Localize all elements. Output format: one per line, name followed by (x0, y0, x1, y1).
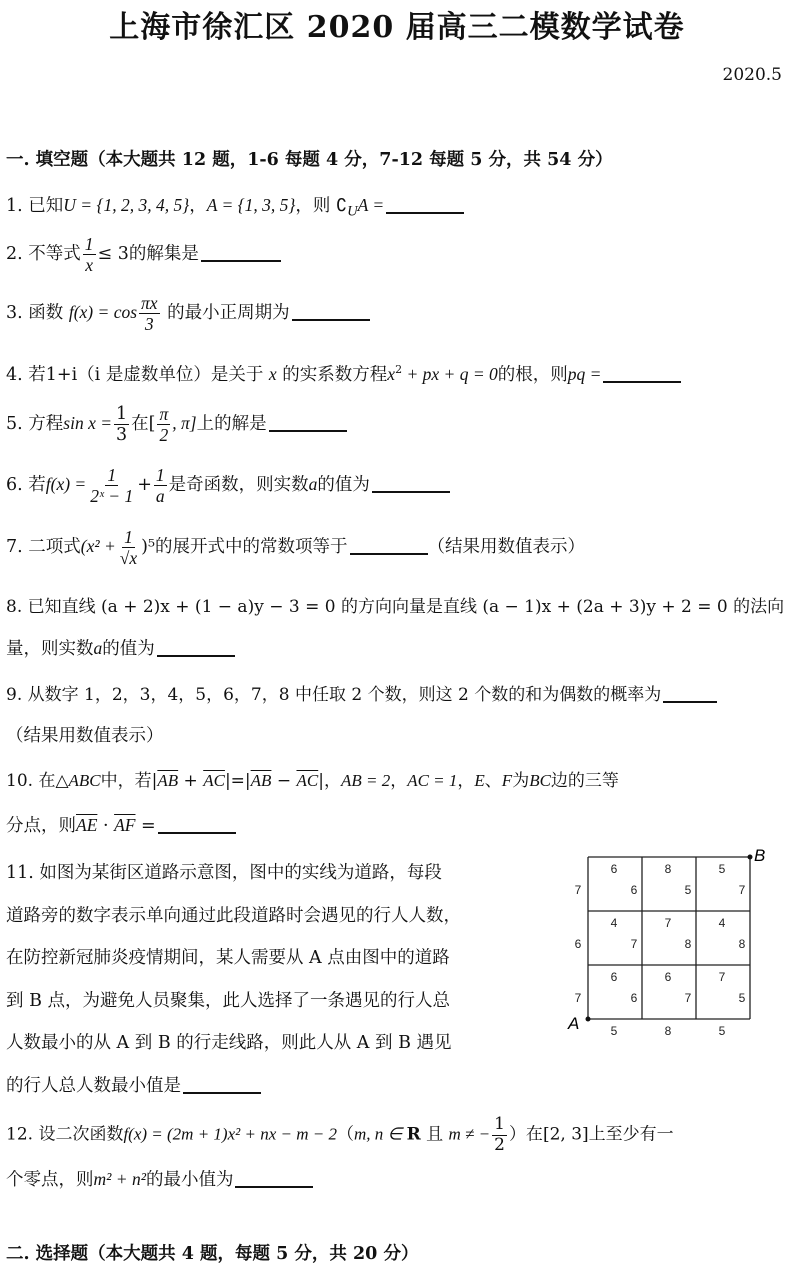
q10-dot: · (97, 816, 115, 836)
edge-label-horizontal: 8 (664, 1024, 672, 1035)
point-b-label: B (754, 846, 766, 865)
q2-den: x (85, 255, 94, 276)
q1-expr: A = (357, 195, 385, 215)
q12-text5: 的最小值为 (145, 1170, 234, 1190)
q12-expr: m² + n² (93, 1169, 146, 1189)
q2-text: 2. 不等式 (6, 244, 81, 265)
q6-text2: 是奇函数，则实数 (168, 475, 309, 496)
q12-interval: [2, 3] (542, 1124, 589, 1145)
q10-text4: 边的三等 (550, 771, 619, 791)
q4-text2: （i 是虚数单位）是关于 (77, 365, 264, 385)
q11-line-6-text: 的行人总人数最小值是 (6, 1075, 181, 1096)
q10-triangle: ABC (68, 771, 101, 790)
street-grid-svg (560, 845, 785, 1035)
q2-num: 1 (84, 234, 94, 254)
q10-sep3: 、 (484, 771, 502, 791)
edge-label-horizontal: 5 (610, 1024, 618, 1035)
q5-interval-end: , π] (172, 413, 197, 434)
q2-text2: 的解集是 (128, 244, 199, 265)
q3-text: 3. 函数 (6, 303, 64, 324)
q10-ab-len: AB = 2 (340, 771, 391, 790)
q12-fraction (492, 1115, 507, 1155)
q8-text: 量，则实数 (6, 639, 94, 659)
q10-point-e: E (474, 771, 485, 790)
point-a-label: A (568, 1014, 580, 1033)
edge-label-vertical: 7 (574, 883, 582, 897)
q5-den2: 2 (159, 425, 169, 446)
edge-labels (575, 862, 746, 1035)
answer-blank-5[interactable] (269, 412, 347, 432)
section-heading-fill-in: 一. 填空题（本大题共 12 题，1-6 每题 4 分，7-12 每题 5 分，共 54 分） (6, 150, 613, 170)
q4-pq: pq = (567, 364, 602, 384)
question-1 (6, 192, 464, 221)
edge-label-vertical: 5 (684, 883, 692, 897)
q12-text2: ）在 (508, 1124, 543, 1145)
answer-blank-6[interactable] (372, 473, 450, 493)
edge-label-vertical: 6 (574, 937, 582, 951)
q1-text2: ，则 (295, 196, 331, 216)
q10-vec-ab: $\overline{AB}$ (157, 771, 179, 790)
q11-line-1: 11. 如图为某街区道路示意图，图中的实线为道路，每段 (6, 863, 442, 883)
q6-text: 6. 若 (6, 475, 46, 496)
answer-blank-8[interactable] (157, 637, 235, 657)
q12-func: f(x) = (2m + 1)x² + nx − m − 2 (123, 1124, 337, 1144)
question-12-line-2 (6, 1166, 313, 1191)
q12-cond: m ≠ − (448, 1124, 491, 1144)
q10-abs: |=| (224, 771, 251, 791)
q8-var-a: a (93, 638, 103, 658)
q4-eq-exp: 2 (395, 363, 403, 377)
question-11 (6, 852, 516, 1107)
q5-eq: sin x = (63, 413, 113, 434)
q4-text3: 的实系数方程 (282, 365, 388, 385)
question-3 (6, 293, 370, 334)
q2-fraction (83, 234, 96, 275)
question-4 (6, 361, 681, 386)
edge-label-horizontal: 6 (610, 862, 618, 876)
answer-blank-12[interactable] (235, 1168, 313, 1188)
q12-and: 且 (420, 1124, 449, 1145)
q4-eq-rest: + px + q = 0 (402, 364, 498, 384)
q4-text: 4. 若 (6, 365, 46, 385)
q10-vec-ab-2: $\overline{AB}$ (250, 771, 272, 790)
question-9-note: （结果用数值表示） (6, 726, 164, 746)
answer-blank-3[interactable] (292, 301, 370, 321)
q7-num: 1 (124, 527, 133, 547)
q11-line-3: 在防控新冠肺炎疫情期间，某人需要从 A 点由图中的道路 (6, 948, 450, 968)
question-10-line-2 (6, 812, 236, 837)
q3-fraction (139, 293, 160, 334)
complement-symbol: ∁ (335, 196, 348, 216)
question-8-line-2 (6, 635, 235, 660)
point-b-dot (748, 855, 753, 860)
q10-text5: 分点，则 (6, 816, 76, 836)
q6-text3: 的值为 (317, 475, 370, 496)
q4-eq-x: x (387, 364, 396, 384)
q6-num2: 1 (155, 465, 165, 485)
q4-text4: 的根，则 (497, 365, 568, 385)
answer-blank-1[interactable] (386, 194, 464, 214)
section-heading-multiple-choice: 二. 选择题（本大题共 4 题，每题 5 分，共 20 分） (6, 1244, 419, 1264)
q5-text2: 在 (131, 414, 149, 435)
q4-complex: 1+i (45, 365, 78, 385)
question-7 (6, 527, 585, 568)
q6-fraction-2 (154, 465, 167, 506)
q1-sub-u: U (347, 203, 358, 220)
q3-func: f(x) = cos (68, 302, 138, 323)
q5-den1: 3 (116, 425, 128, 446)
q5-text3: 上的解是 (196, 414, 267, 435)
edge-label-horizontal: 6 (610, 970, 618, 984)
q10-text: 10. 在△ (6, 771, 69, 791)
question-2 (6, 234, 281, 275)
q5-fraction-1 (114, 404, 129, 445)
edge-label-vertical: 8 (684, 937, 692, 951)
edge-label-horizontal: 4 (610, 916, 618, 930)
q8-text2: 的值为 (102, 639, 155, 659)
q5-fraction-2 (157, 404, 170, 445)
edge-label-vertical: 6 (630, 883, 638, 897)
q10-point-f: F (501, 771, 513, 790)
q5-text: 5. 方程 (6, 414, 64, 435)
q11-line-4: 到 B 点，为避免人员聚集，此人选择了一条遇见的行人总 (6, 990, 450, 1011)
page-title: 上海市徐汇区 2020 届高三二模数学试卷 (109, 10, 685, 45)
edge-label-horizontal: 5 (718, 862, 726, 876)
answer-blank-10[interactable] (158, 814, 236, 834)
edge-label-vertical: 7 (630, 937, 638, 951)
q7-den: √x (119, 548, 138, 569)
edge-label-horizontal: 5 (718, 1024, 726, 1035)
exam-date: 2020.5 (722, 65, 782, 85)
q3-num: πx (141, 293, 158, 313)
q11-line-2: 道路旁的数字表示单向通过此段道路时会遇见的行人人数， (6, 905, 461, 926)
edge-label-horizontal: 8 (664, 862, 672, 876)
q12-paren: （ (336, 1124, 354, 1145)
grid-lines (588, 857, 750, 1019)
q5-num2: π (159, 404, 169, 424)
q10-vec-ac: $\overline{AC}$ (203, 771, 225, 790)
q3-den: 3 (144, 314, 154, 335)
q12-reals: R (406, 1124, 421, 1145)
q9-text: 9. 从数字 1，2，3，4，5，6，7，8 中任取 2 个数，则这 2 个数的和为偶数的概率为 (6, 685, 662, 705)
edge-label-vertical: 6 (630, 991, 638, 1005)
q10-text3: 为 (512, 771, 530, 791)
question-10 (6, 766, 619, 791)
q10-minus: − (271, 771, 297, 791)
answer-blank-7[interactable] (350, 535, 428, 555)
q2-ineq: ≤ 3 (97, 244, 129, 265)
question-9 (6, 680, 717, 705)
q10-ac-len: AC = 1 (407, 771, 458, 790)
answer-blank-4[interactable] (603, 363, 681, 383)
answer-blank-11[interactable] (183, 1074, 261, 1094)
q6-var-a: a (308, 474, 318, 495)
q11-line-6 (6, 1065, 516, 1108)
q10-abs-close: |， (318, 771, 341, 791)
edge-label-vertical: 7 (738, 883, 746, 897)
question-12 (6, 1115, 674, 1155)
q11-line-5: 人数最小的从 A 到 B 的行走线路，则此人从 A 到 B 遇见 (6, 1033, 452, 1053)
q12-text3: 上至少有一 (588, 1124, 674, 1145)
q5-num1: 1 (116, 404, 128, 424)
q6-num1: 1 (107, 465, 117, 485)
edge-label-vertical: 5 (738, 991, 746, 1005)
q7-fraction (118, 527, 139, 568)
q10-bc: BC (529, 771, 551, 790)
q1-set-u: U = {1, 2, 3, 4, 5} (63, 195, 190, 215)
q12-num: 1 (494, 1114, 505, 1134)
q5-bracket: [ (148, 414, 156, 435)
q12-vars: m, n ∈ (353, 1124, 407, 1144)
q12-text: 12. 设二次函数 (6, 1124, 124, 1145)
q6-func: f(x) = (45, 474, 87, 495)
answer-blank-9[interactable] (663, 683, 717, 703)
question-6 (6, 465, 450, 506)
q7-text: 7. 二项式 (6, 537, 81, 558)
street-grid-diagram (560, 845, 785, 1035)
q10-vec-ae: $\overline{AE}$ (76, 815, 98, 835)
edge-label-vertical: 7 (684, 991, 692, 1005)
q10-sep: ， (390, 771, 408, 791)
q6-den1: 2ˣ − 1 (90, 486, 134, 507)
q10-plus: + (178, 771, 204, 791)
answer-blank-2[interactable] (201, 242, 281, 262)
q10-vec-af: $\overline{AF}$ (114, 815, 136, 835)
q10-text2: 中，若| (100, 771, 158, 791)
q3-text2: 的最小正周期为 (167, 303, 290, 324)
q1-text: 1. 已知 (6, 196, 64, 216)
q10-sep2: ， (457, 771, 475, 791)
edge-label-vertical: 7 (574, 991, 582, 1005)
q10-vec-ac-2: $\overline{AC}$ (296, 771, 319, 790)
q6-den2: a (155, 486, 165, 507)
q7-note: （结果用数值表示） (427, 537, 586, 558)
edge-label-vertical: 8 (738, 937, 746, 951)
q4-var: x (268, 364, 277, 384)
edge-label-horizontal: 4 (718, 916, 726, 930)
q12-den: 2 (494, 1134, 505, 1155)
edge-label-horizontal: 7 (664, 916, 672, 930)
edge-label-horizontal: 6 (664, 970, 672, 984)
q7-expr: (x² + (80, 536, 116, 557)
q1-set-a: A = {1, 3, 5} (206, 195, 296, 215)
edge-label-horizontal: 7 (718, 970, 726, 984)
q6-fraction-1 (88, 465, 135, 506)
q7-text2: 的展开式中的常数项等于 (155, 537, 348, 558)
question-8: 8. 已知直线 (a + 2)x + (1 − a)y − 3 = 0 的方向向量是直线 (a − 1)x + (2a + 3)y + 2 = 0 的法向 (6, 597, 785, 617)
question-5 (6, 404, 347, 445)
q7-exp: )⁵ (141, 537, 156, 558)
point-a-dot (586, 1017, 591, 1022)
q6-plus: + (137, 475, 152, 496)
q12-text4: 个零点，则 (6, 1170, 94, 1190)
q10-eq: = (135, 816, 156, 836)
q1-sep: ， (189, 196, 207, 216)
